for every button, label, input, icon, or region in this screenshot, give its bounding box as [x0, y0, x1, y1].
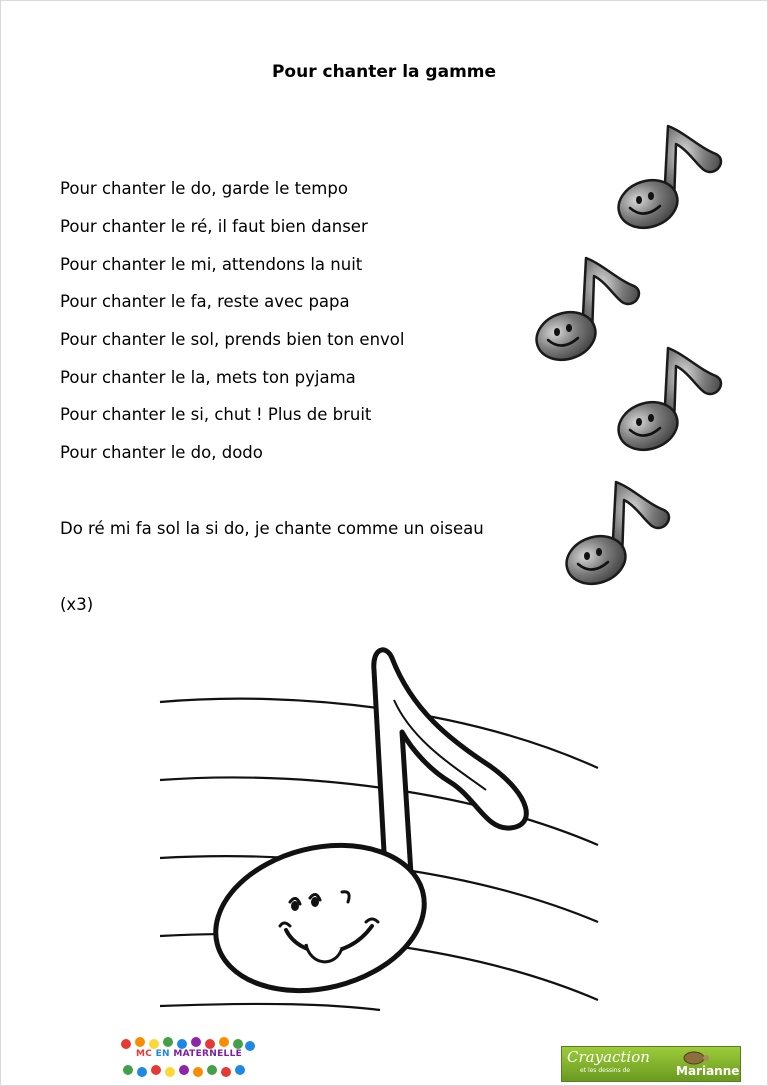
page-title: Pour chanter la gamme [271, 62, 497, 82]
verse-line-6: Pour chanter le la, mets ton pyjama [60, 368, 356, 387]
verse-line-8: Pour chanter le do, dodo [60, 443, 263, 462]
logo-right-author: Marianne [676, 1064, 740, 1078]
verse-line-5: Pour chanter le sol, prends bien ton envol [60, 330, 405, 349]
logo-left-text: MC EN MATERNELLE [136, 1049, 243, 1059]
mc-en-maternelle-logo [118, 1036, 258, 1078]
verse-line-1: Pour chanter le do, garde le tempo [60, 179, 348, 198]
coloring-music-note-icon [150, 640, 610, 1025]
refrain-line: Do ré mi fa sol la si do, je chante comme un oiseau [60, 519, 484, 538]
repeat-marker: (x3) [60, 595, 94, 614]
crayaction-logo [561, 1046, 741, 1082]
music-note-icon [560, 476, 672, 588]
music-note-icon [612, 120, 724, 232]
verse-line-3: Pour chanter le mi, attendons la nuit [60, 255, 363, 274]
tortoise-icon [680, 1049, 710, 1065]
verse-line-7: Pour chanter le si, chut ! Plus de bruit [60, 405, 372, 424]
logo-right-brand: Crayaction [567, 1048, 650, 1066]
verse-line-4: Pour chanter le fa, reste avec papa [60, 292, 350, 311]
music-note-icon [612, 342, 724, 454]
verse-line-2: Pour chanter le ré, il faut bien danser [60, 217, 368, 236]
logo-right-subtitle: et les dessins de [580, 1067, 631, 1074]
